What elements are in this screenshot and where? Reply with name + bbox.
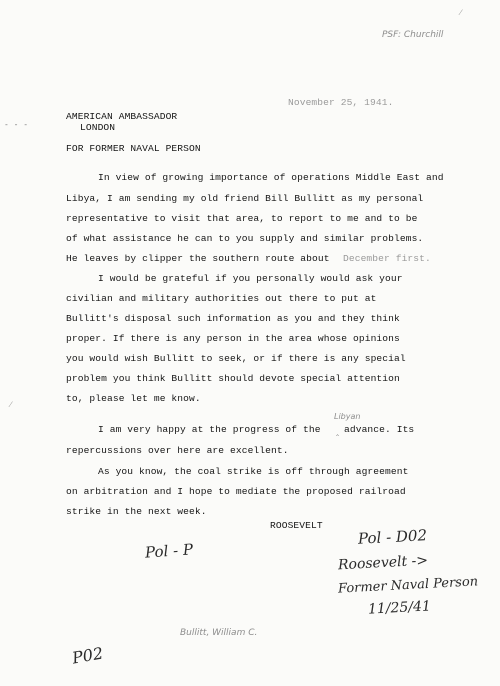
body-line: strike in the next week. [66,506,207,517]
address-line-1: AMERICAN AMBASSADOR [66,111,178,122]
corner-mark: ⁄ [460,8,462,17]
handwritten-code-right: Pol - D02 [357,526,428,548]
handwritten-insert: Libyan [334,412,361,421]
body-line: of what assistance he can to you supply and similar problems. [66,233,424,244]
body-line: to, please let me know. [66,393,201,404]
handwritten-date: 11/25/41 [367,598,432,618]
body-line: I would be grateful if you personally would ask your [98,273,403,284]
body-line: In view of growing importance of operations Middle East and [98,172,444,183]
handwritten-code-left: Pol - P [144,540,194,562]
body-line: proper. If there is any person in the area whose opinions [66,333,400,344]
pencil-note-bottom: Bullitt, William C. [180,628,258,638]
body-line: Libya, I am sending my old friend Bill Bullitt as my personal [66,193,424,204]
body-line: repercussions over here are excellent. [66,445,289,456]
address-line-2: LONDON [80,122,116,133]
file-code-stamp: PSF: Churchill [382,30,444,40]
faded-date-text: December first. [343,253,431,264]
address-line-3: FOR FORMER NAVAL PERSON [66,143,201,154]
body-line: you would wish Bullitt to seek, or if there is any special [66,353,406,364]
body-line: problem you think Bullitt should devote special attention [66,373,400,384]
margin-mark: ⁄ [10,400,12,409]
handwritten-to: Former Naval Person [337,574,479,597]
body-line: advance. Its [344,424,415,435]
handwritten-code-bottom: P02 [70,643,105,668]
body-line: civilian and military authorities out there to put at [66,293,377,304]
body-line: I am very happy at the progress of the [98,424,321,435]
caret-mark: ‸ [336,427,340,437]
signature: ROOSEVELT [270,520,323,531]
body-line: He leaves by clipper the southern route about [66,253,330,264]
margin-mark: - - - [4,120,29,129]
handwritten-from: Roosevelt -> [337,552,429,574]
body-line: As you know, the coal strike is off through agreement [98,466,409,477]
body-line: Bullitt's disposal such information as you and they think [66,313,400,324]
document-date: November 25, 1941. [288,97,394,108]
body-line: on arbitration and I hope to mediate the proposed railroad [66,486,406,497]
body-line: representative to visit that area, to report to me and to be [66,213,418,224]
